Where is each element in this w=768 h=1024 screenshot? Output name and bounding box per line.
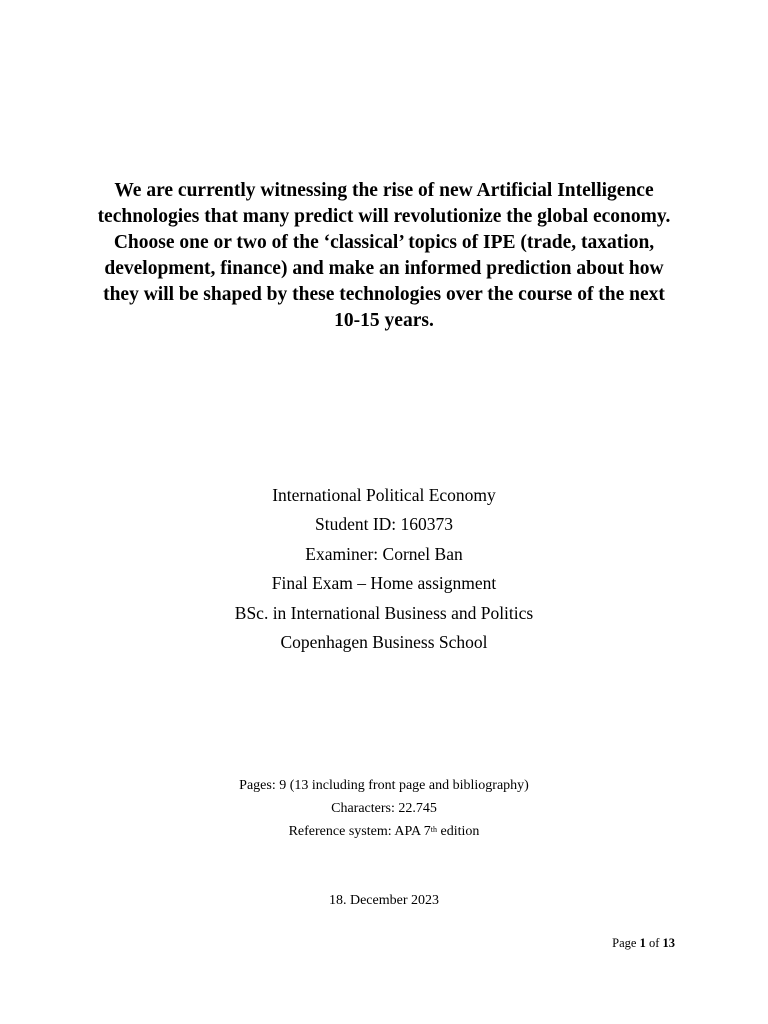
reference-system-suffix: edition — [437, 823, 480, 839]
exam-type: Final Exam – Home assignment — [271, 573, 497, 594]
character-count: Characters: 22.745 — [331, 800, 437, 816]
course-name: International Political Economy — [272, 485, 496, 505]
assignment-question-title: We are currently witnessing the rise of new Artificial Intelligence technologies that many predict will revolutionize the global economy. Choose one or two of the ‘classical’ topics of IPE (trade, taxation, development, finance) and make an informed prediction about how they will be shaped by these technologies over the course of the next 10-15 years. — [97, 180, 671, 331]
total-page-number: 13 — [662, 936, 675, 950]
page-count: Pages: 9 (13 including front page and bibliography) — [239, 778, 529, 793]
reference-system — [0, 821, 768, 844]
student-id: Student ID: 160373 — [314, 514, 454, 535]
page-number-footer — [612, 934, 675, 952]
of-label: of — [645, 936, 663, 950]
reference-system-superscript: th — [430, 824, 438, 834]
current-page-number: 1 — [639, 936, 646, 950]
page-label: Page — [612, 936, 640, 950]
school-name: Copenhagen Business School — [280, 632, 488, 653]
submission-date: 18. December 2023 — [328, 893, 440, 908]
reference-system-prefix: Reference system: APA 7 — [288, 823, 431, 839]
examiner: Examiner: Cornel Ban — [305, 543, 463, 564]
program-name: BSc. in International Business and Politics — [234, 602, 534, 623]
document-stats — [0, 775, 768, 843]
cover-metadata — [0, 481, 768, 657]
